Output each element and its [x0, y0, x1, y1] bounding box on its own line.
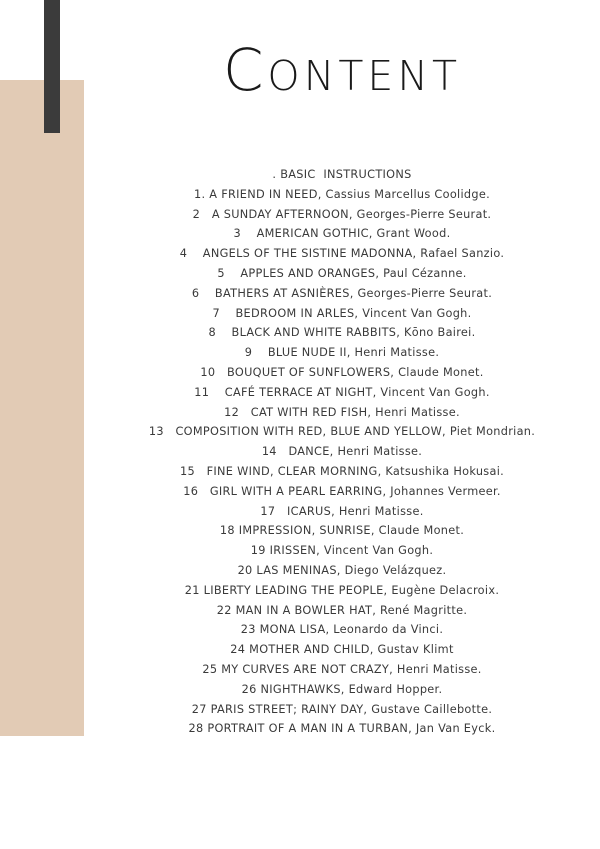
toc-item: 26 NIGHTHAWKS, Edward Hopper. — [241, 682, 443, 696]
toc-item: 4 ANGELS OF THE SISTINE MADONNA, Rafael Sanzio. — [179, 247, 505, 261]
toc-item: 14 DANCE, Henri Matisse. — [261, 445, 423, 459]
page-title: Content — [222, 36, 462, 104]
toc-item: . BASIC INSTRUCTIONS — [272, 168, 412, 181]
toc-item: 5 APPLES AND ORANGES, Paul Cézanne. — [217, 266, 467, 280]
toc-item: 21 LIBERTY LEADING THE PEOPLE, Eugène Delacroix. — [184, 583, 500, 597]
decorative-beige-band — [0, 80, 84, 736]
toc-item: 12 CAT WITH RED FISH, Henri Matisse. — [224, 405, 460, 419]
toc-item: 20 LAS MENINAS, Diego Velázquez. — [237, 563, 447, 577]
toc-item: 7 BEDROOM IN ARLES, Vincent Van Gogh. — [212, 306, 472, 320]
toc-item: 27 PARIS STREET; RAINY DAY, Gustave Caillebotte. — [191, 702, 493, 716]
toc-item: 24 MOTHER AND CHILD, Gustav Klimt — [230, 643, 454, 657]
toc-item: 2 A SUNDAY AFTERNOON, Georges-Pierre Seurat. — [192, 207, 492, 221]
toc-item: 28 PORTRAIT OF A MAN IN A TURBAN, Jan Van Eyck. — [188, 722, 496, 736]
toc-item: 1. A FRIEND IN NEED, Cassius Marcellus Coolidge. — [194, 187, 490, 201]
toc-item: 3 AMERICAN GOTHIC, Grant Wood. — [233, 227, 451, 241]
toc-item: 13 COMPOSITION WITH RED, BLUE AND YELLOW, Piet Mondrian. — [148, 425, 536, 439]
table-of-contents — [84, 165, 600, 739]
toc-item: 22 MAN IN A BOWLER HAT, René Magritte. — [216, 603, 468, 617]
toc-item: 17 ICARUS, Henri Matisse. — [260, 504, 424, 518]
toc-item: 11 CAFÉ TERRACE AT NIGHT, Vincent Van Gogh. — [194, 385, 490, 399]
toc-item: 23 MONA LISA, Leonardo da Vinci. — [240, 623, 444, 637]
toc-item: 10 BOUQUET OF SUNFLOWERS, Claude Monet. — [200, 365, 484, 379]
toc-item: 15 FINE WIND, CLEAR MORNING, Katsushika Hokusai. — [179, 464, 505, 478]
toc-item: 19 IRISSEN, Vincent Van Gogh. — [250, 544, 434, 558]
toc-item: 9 BLUE NUDE II, Henri Matisse. — [244, 346, 440, 360]
decorative-dark-bar — [44, 0, 60, 133]
toc-item: 16 GIRL WITH A PEARL EARRING, Johannes Vermeer. — [183, 484, 501, 498]
toc-item: 18 IMPRESSION, SUNRISE, Claude Monet. — [219, 524, 465, 538]
toc-item: 8 BLACK AND WHITE RABBITS, Kōno Bairei. — [208, 326, 476, 340]
toc-item: 25 MY CURVES ARE NOT CRAZY, Henri Matisse. — [202, 662, 482, 676]
toc-item: 6 BATHERS AT ASNIÈRES, Georges-Pierre Seurat. — [191, 286, 493, 300]
